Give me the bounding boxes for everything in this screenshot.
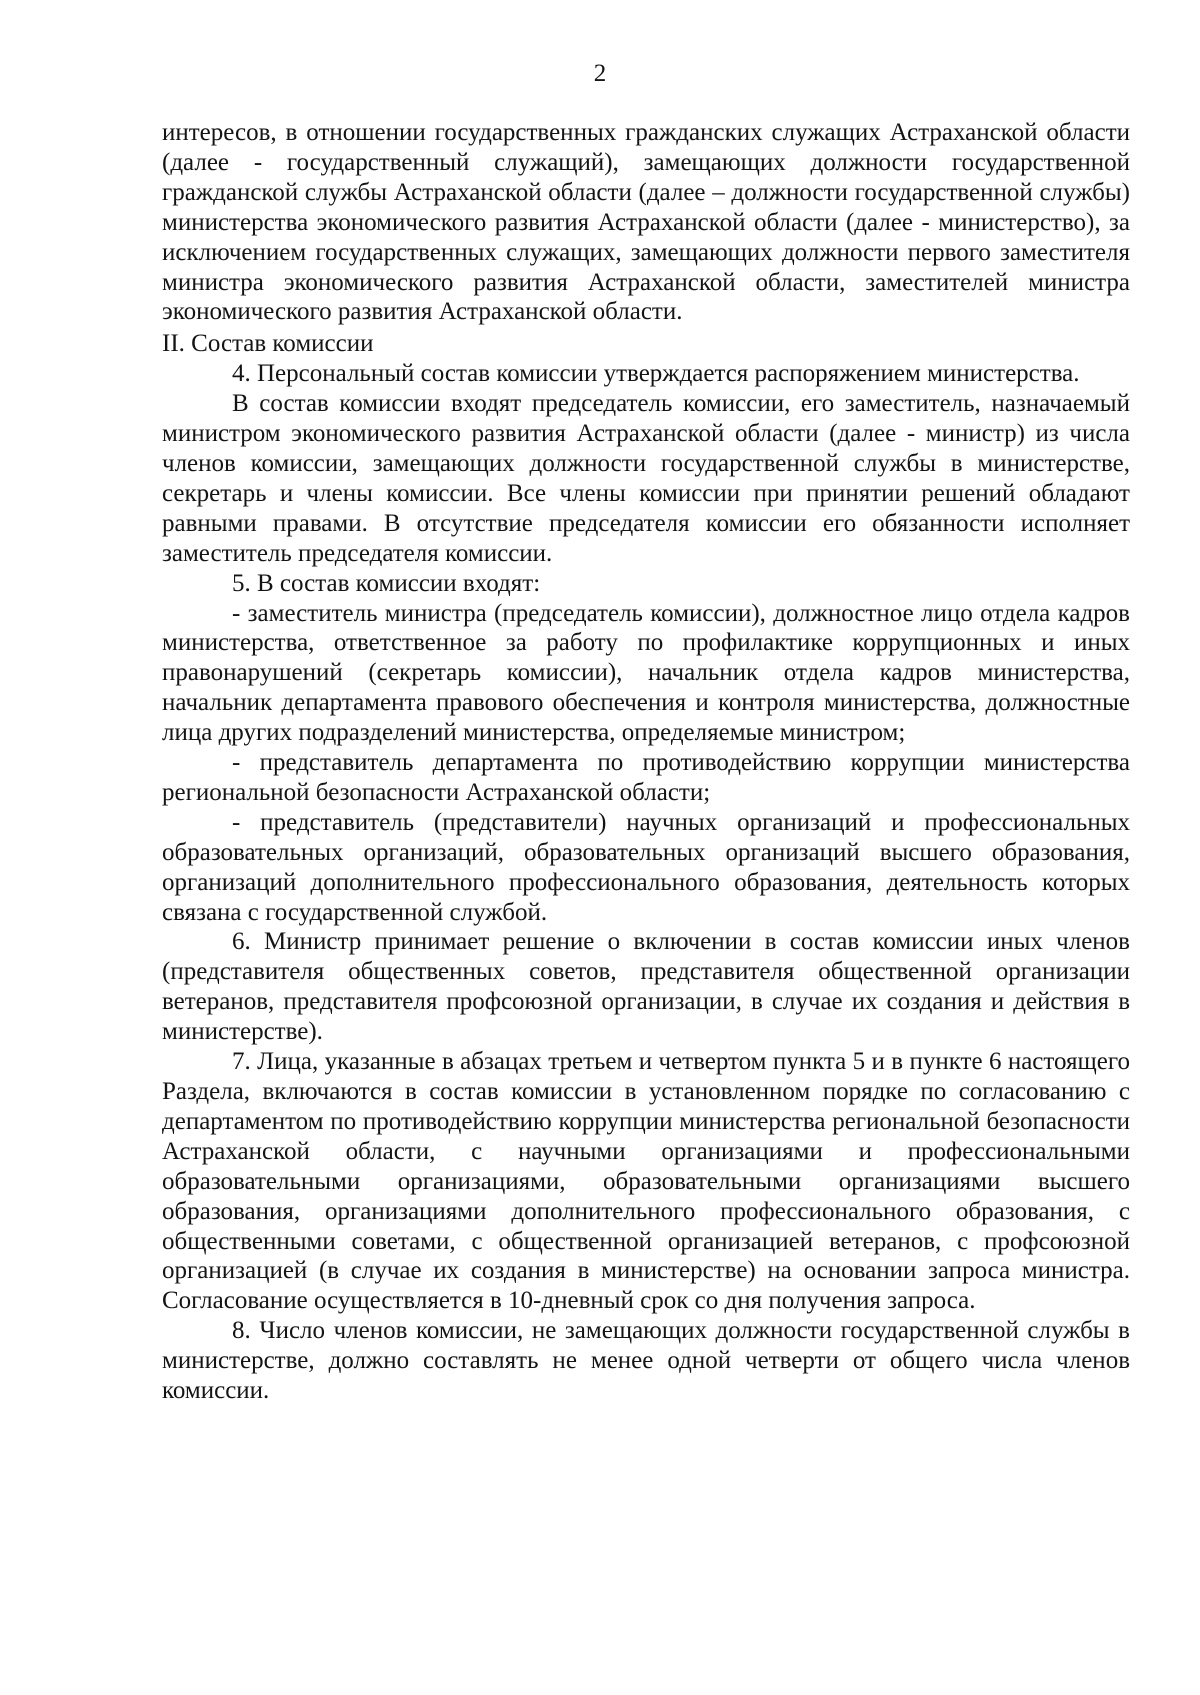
paragraph-5-item-1: - заместитель министра (председатель комиссии), должностное лицо отдела кадров министерства, ответственное за работу по профилактике коррупционных и иных правонарушений (секретарь комиссии), начальник отдела кадров министерства, начальник департамента правового обеспечения и контроля министерства, должностные лица других подразделений министерства, определяемые министром; [162,599,1130,747]
paragraph-7: 7. Лица, указанные в абзацах третьем и четвертом пункта 5 и в пункте 6 настоящего Раздела, включаются в состав комиссии в установленном порядке по согласованию с департаментом по противодействию коррупции министерства региональной безопасности Астраханской области, с научными организациями и профессиональными образовательными организациями, образовательными организациями высшего образования, организациями дополнительного профессионального образования, с общественными советами, с общественной организацией ветеранов, с профсоюзной организацией (в случае их создания в министерстве) на основании запроса министра. Согласование осуществляется в 10-дневный срок со дня получения запроса. [162,1048,1130,1315]
page-number: 2 [593,60,607,87]
paragraph-4: 4. Персональный состав комиссии утверждается распоряжением министерства. [232,360,1080,388]
paragraph-4-continuation: В состав комиссии входят председатель комиссии, его заместитель, назначаемый министром экономического развития Астраханской области (далее - министр) из числа членов комиссии, замещающих должности государственной службы в министерстве, секретарь и члены комиссии. Все члены комиссии при принятии решений обладают равными правами. В отсутствие председателя комиссии его обязанности исполняет заместитель председателя комиссии. [162,390,1130,567]
intro-paragraph: интересов, в отношении государственных гражданских служащих Астраханской области (далее - государственный служащий), замещающих должности государственной гражданской службы Астраханской области (далее – должности государственной службы) министерства экономического развития Астраханской области (далее - министерство), за исключением государственных служащих, замещающих должности первого заместителя министра экономического развития Астраханской области, заместителей министра экономического развития Астраханской области. [162,119,1130,326]
document-body [162,118,1130,1406]
section-title: II. Состав комиссии [162,330,374,358]
paragraph-5-item-2: - представитель департамента по противодействию коррупции министерства региональной безопасности Астраханской области; [162,749,1130,806]
paragraph-8: 8. Число членов комиссии, не замещающих должности государственной службы в министерстве, должно составлять не менее одной четверти от общего числа членов комиссии. [162,1317,1130,1405]
paragraph-5-item-3: - представитель (представители) научных организаций и профессиональных образовательных организаций, образовательных организаций высшего образования, организаций дополнительного профессионального образования, деятельность которых связана с государственной службой. [162,808,1130,926]
paragraph-5: 5. В состав комиссии входят: [232,569,541,597]
paragraph-6: 6. Министр принимает решение о включении в состав комиссии иных членов (представителя общественных советов, представителя общественной организации ветеранов, представителя профсоюзной организации, в случае их создания и действия в министерстве). [162,928,1130,1046]
